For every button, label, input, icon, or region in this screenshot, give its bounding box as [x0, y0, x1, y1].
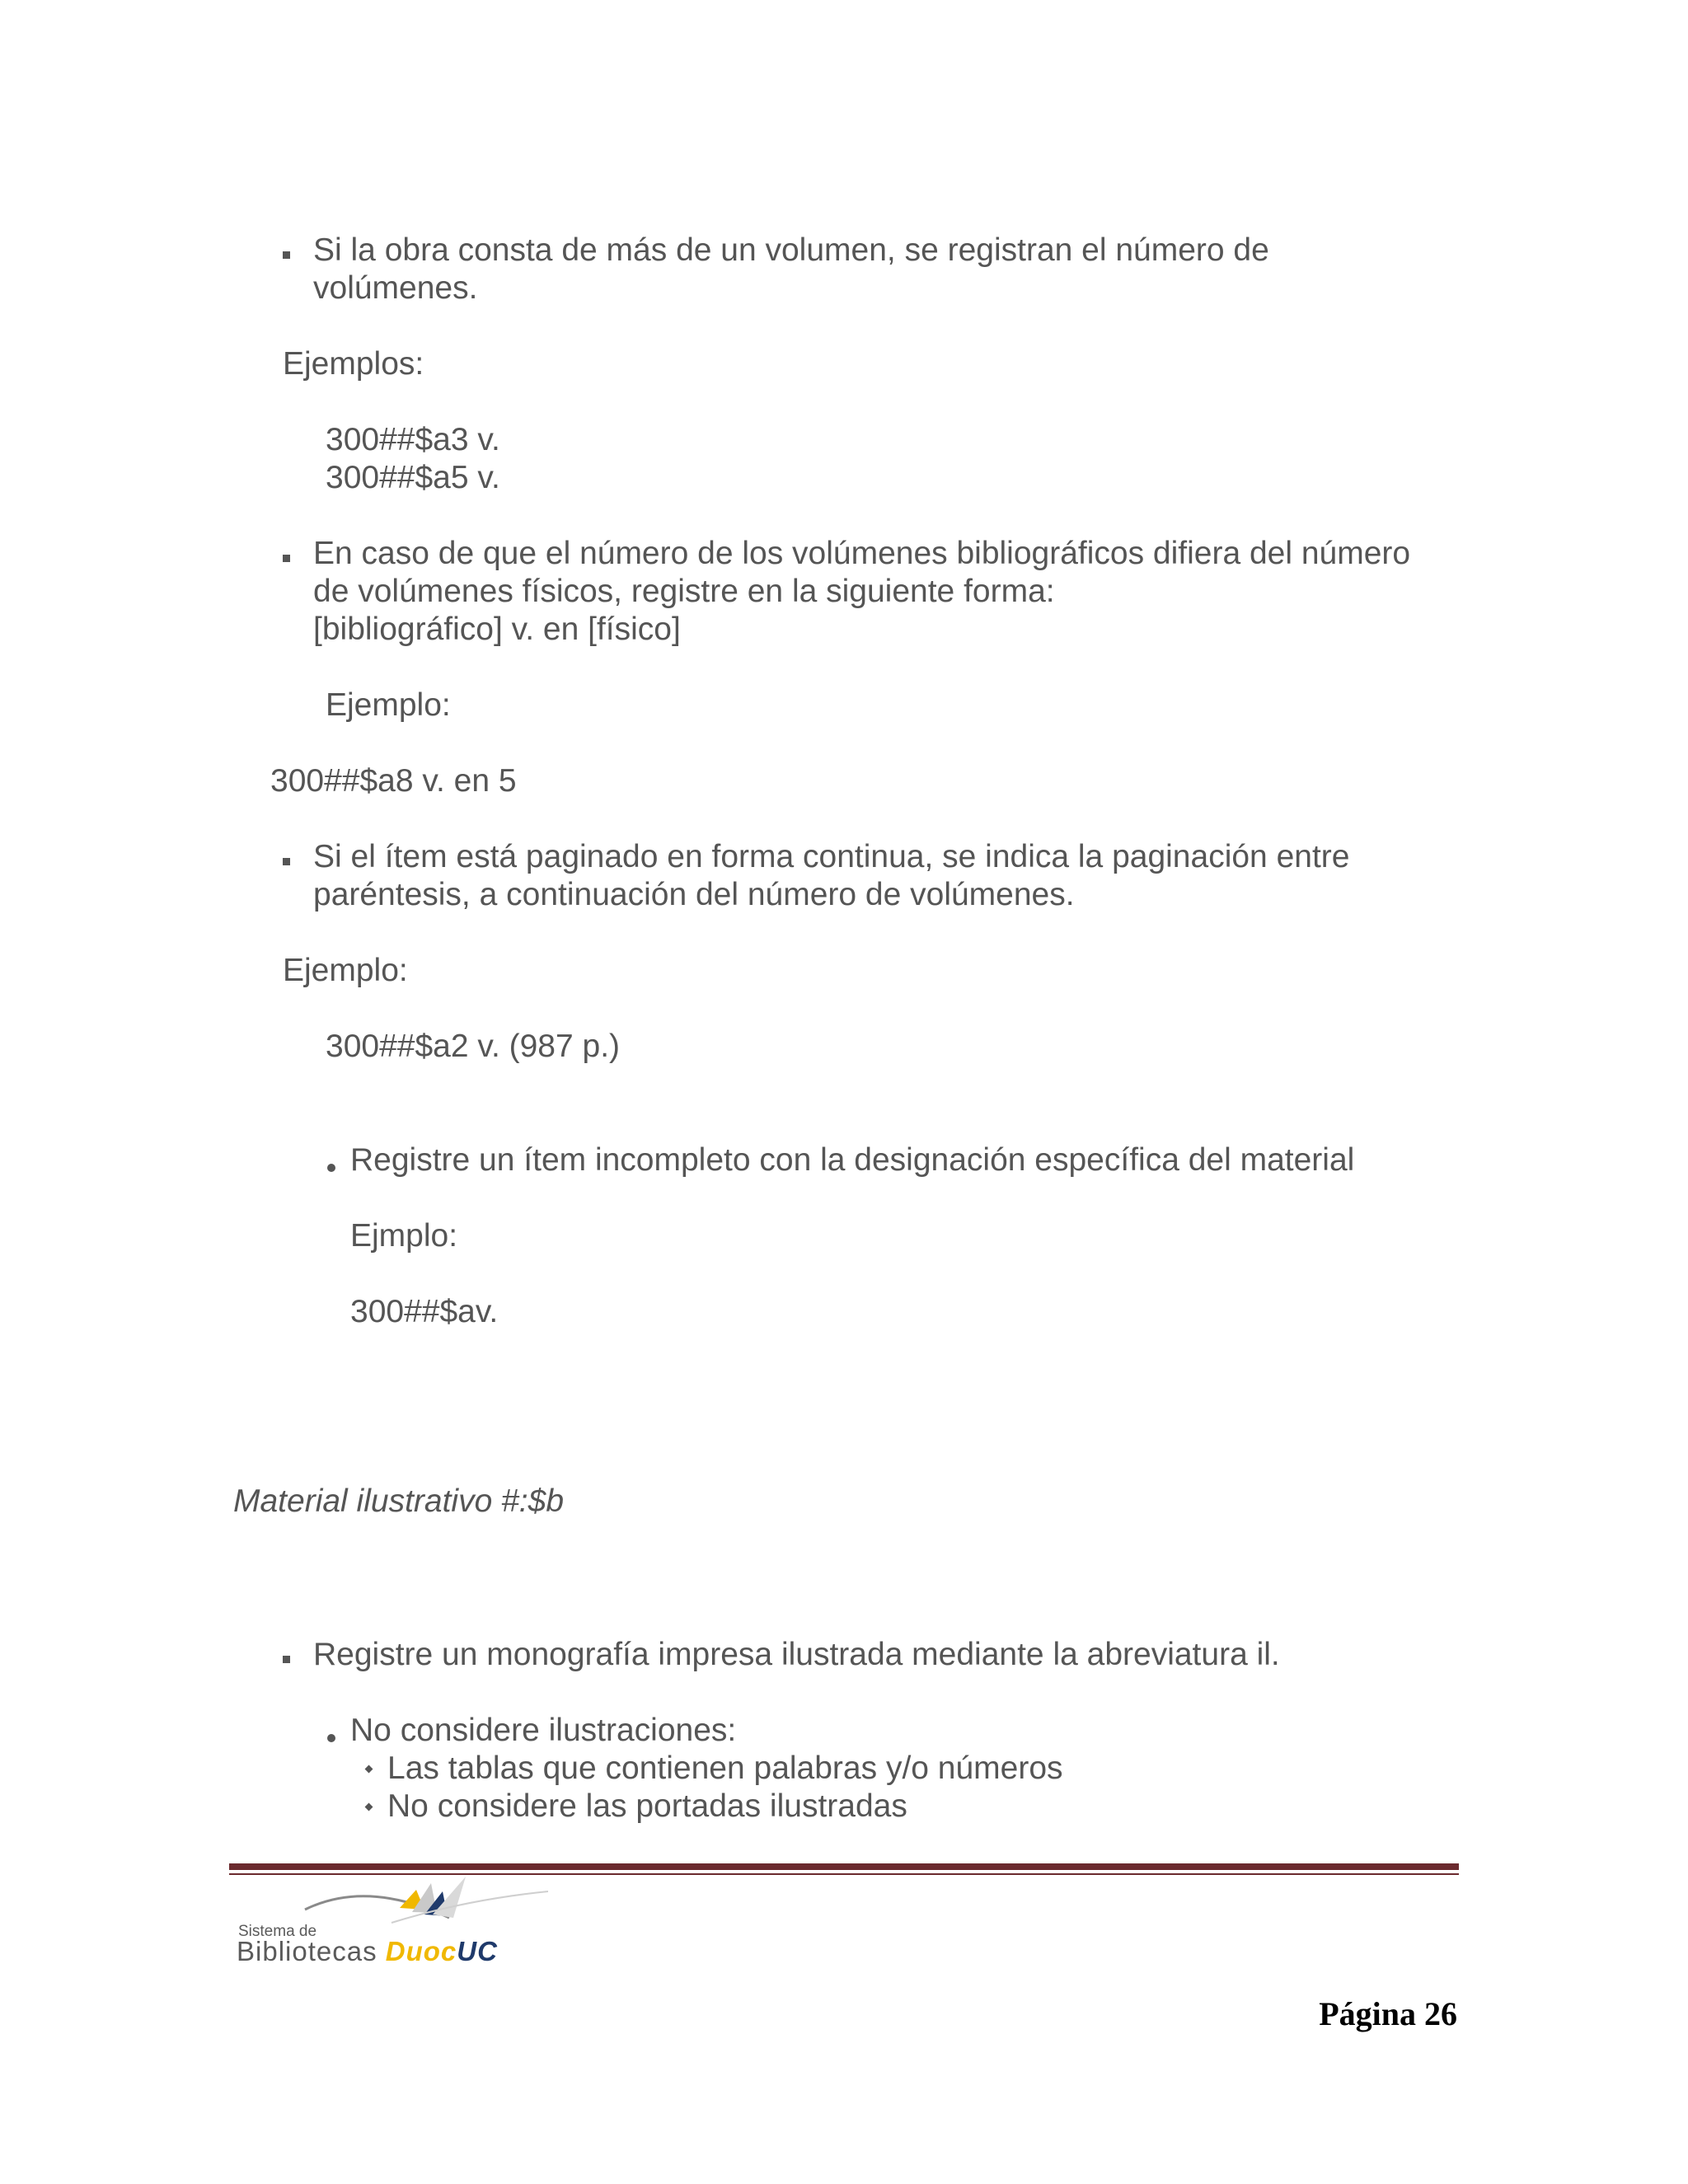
- bullet-text: En caso de que el número de los volúmenes bibliográficos difiera del número: [313, 536, 1411, 571]
- bullet-text: Registre un monografía impresa ilustrada mediante la abreviatura il.: [313, 1637, 1280, 1672]
- example-code: 300##$a5 v.: [326, 460, 500, 495]
- diamond-bullet-icon: [365, 1765, 373, 1774]
- logo-swoosh-icon: [301, 1875, 548, 1933]
- sub-bullet-text: Las tablas que contienen palabras y/o números: [387, 1750, 1063, 1786]
- example-label: Ejemplo:: [326, 687, 451, 723]
- example-code: 300##$av.: [350, 1294, 499, 1329]
- example-code: 300##$a2 v. (987 p.): [326, 1029, 621, 1064]
- square-bullet-icon: [283, 1656, 290, 1663]
- sub-bullet-text: No considere las portadas ilustradas: [387, 1788, 907, 1824]
- bullet-text: Registre un ítem incompleto con la designación específica del material: [350, 1142, 1355, 1178]
- square-bullet-icon: [283, 858, 290, 865]
- bullet-text: Si la obra consta de más de un volumen, se registran el número de: [313, 232, 1269, 268]
- bullet-text: volúmenes.: [313, 270, 478, 306]
- library-logo: [235, 1875, 581, 1970]
- example-label: Ejemplo:: [283, 953, 408, 988]
- round-bullet-icon: [327, 1164, 335, 1172]
- section-heading: Material ilustrativo #:$b: [233, 1483, 565, 1519]
- example-code: 300##$a8 v. en 5: [270, 763, 517, 799]
- bullet-text: Si el ítem está paginado en forma continua, se indica la paginación entre: [313, 839, 1350, 874]
- examples-label: Ejemplos:: [283, 346, 424, 382]
- diamond-bullet-icon: [365, 1803, 373, 1811]
- square-bullet-icon: [283, 251, 290, 259]
- logo-brand-uc: UC: [457, 1936, 498, 1966]
- logo-line-small: Sistema de: [238, 1923, 317, 1940]
- bullet-text: No considere ilustraciones:: [350, 1713, 737, 1748]
- footer-rule-thick: [229, 1863, 1459, 1870]
- logo-bibliotecas: Bibliotecas: [237, 1936, 377, 1966]
- bullet-text: [bibliográfico] v. en [físico]: [313, 612, 681, 647]
- bullet-text: paréntesis, a continuación del número de volúmenes.: [313, 877, 1075, 912]
- logo-brand-duoc: Duoc: [385, 1936, 457, 1966]
- round-bullet-icon: [327, 1734, 335, 1742]
- logo-line-big: [237, 1936, 498, 1967]
- page-number: Página 26: [1319, 1995, 1457, 2032]
- example-label: Ejmplo:: [350, 1218, 458, 1254]
- example-code: 300##$a3 v.: [326, 422, 500, 457]
- square-bullet-icon: [283, 555, 290, 562]
- bullet-text: de volúmenes físicos, registre en la siguiente forma:: [313, 574, 1055, 609]
